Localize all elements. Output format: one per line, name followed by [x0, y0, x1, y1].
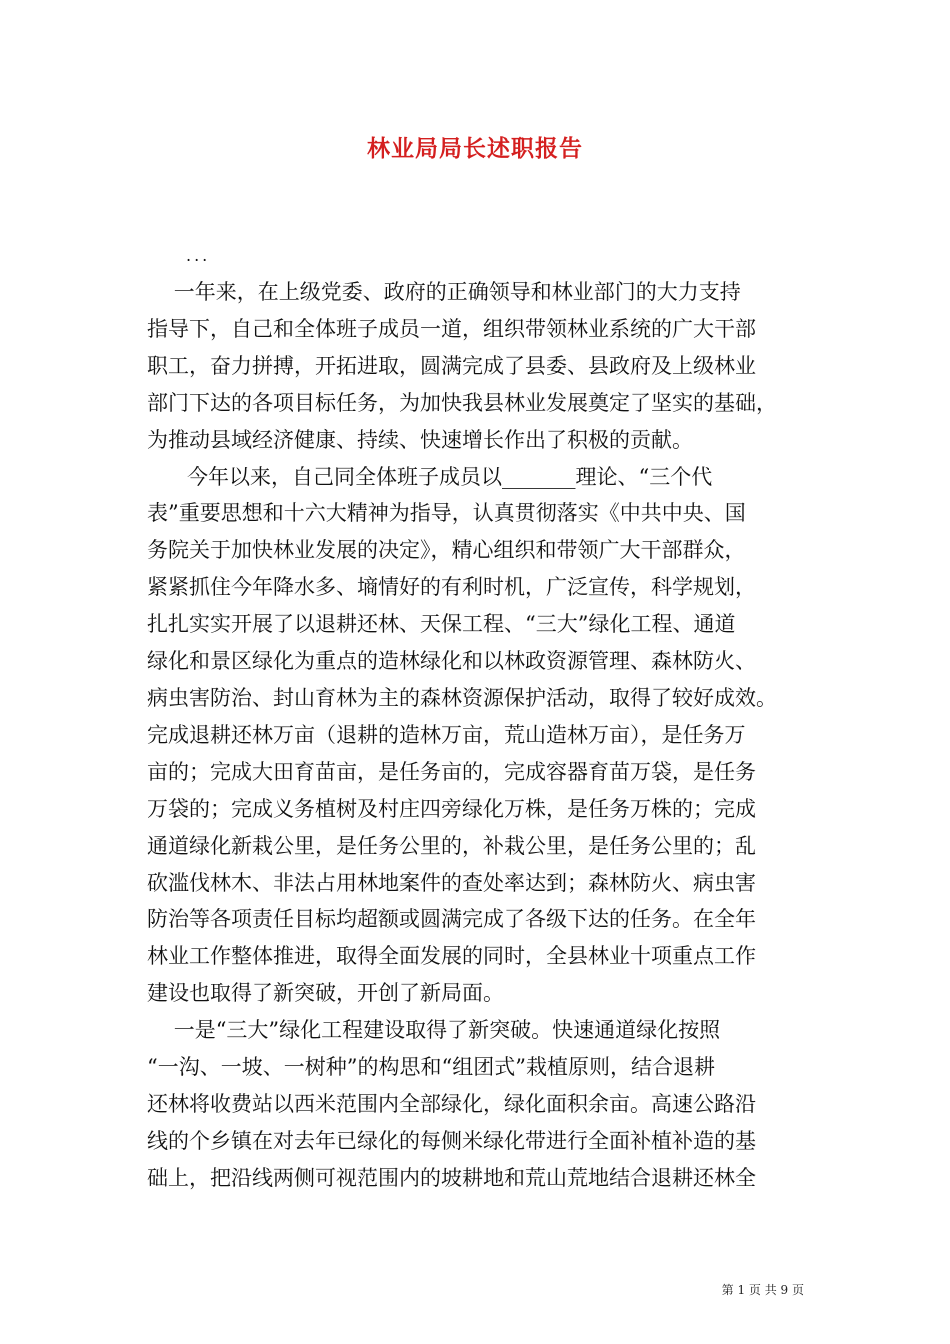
text-line: 防治等各项责任目标均超额或圆满完成了各级下达的任务。在全年 [147, 907, 756, 932]
text-line: 还林将收费站以西米范围内全部绿化，绿化面积余亩。高速公路沿 [147, 1091, 756, 1116]
text-line: 病虫害防治、封山育林为主的森林资源保护活动，取得了较好成效。 [147, 685, 777, 710]
text-line: 万袋的；完成义务植树及村庄四旁绿化万株，是任务万株的；完成 [147, 796, 756, 821]
paragraph-3 [147, 1012, 817, 1197]
text-line: 林业工作整体推进，取得全面发展的同时，全县林业十项重点工作 [147, 944, 756, 969]
text-line: “一沟、一坡、一树种”的构思和“组团式”栽植原则，结合退耕 [147, 1055, 715, 1080]
text-line: 砍滥伐林木、非法占用林地案件的查处率达到；森林防火、病虫害 [147, 870, 756, 895]
text-line: 指导下，自己和全体班子成员一道，组织带领林业系统的广大干部 [147, 316, 756, 341]
text-line: 一是“三大”绿化工程建设取得了新突破。快速通道绿化按照 [147, 1018, 721, 1043]
text-line: 部门下达的各项目标任务，为加快我县林业发展奠定了坚实的基础， [147, 390, 777, 415]
body-text [147, 274, 817, 1197]
text-line: 为推动县域经济健康、持续、快速增长作出了积极的贡献。 [147, 427, 693, 452]
document-title: 林业局局长述职报告 [367, 135, 583, 162]
text-line: 扎扎实实开展了以退耕还林、天保工程、“三大”绿化工程、通道 [147, 612, 736, 637]
text-line: 建设也取得了新突破，开创了新局面。 [147, 981, 504, 1006]
ellipsis-marker: ... [186, 246, 211, 265]
text-line: 础上，把沿线两侧可视范围内的坡耕地和荒山荒地结合退耕还林全 [147, 1165, 756, 1190]
text-line: 职工，奋力拼搏，开拓进取，圆满完成了县委、县政府及上级林业 [147, 353, 756, 378]
text-line: 线的个乡镇在对去年已绿化的每侧米绿化带进行全面补植补造的基 [147, 1128, 756, 1153]
text-line: 绿化和景区绿化为重点的造林绿化和以林政资源管理、森林防火、 [147, 649, 756, 674]
text-line: 完成退耕还林万亩（退耕的造林万亩，荒山造林万亩），是任务万 [147, 722, 746, 747]
text-line: 一年来，在上级党委、政府的正确领导和林业部门的大力支持 [147, 280, 741, 304]
text-line: 紧紧抓住今年降水多、墒情好的有利时机，广泛宣传，科学规划， [147, 575, 756, 600]
text-line: 今年以来，自己同全体班子成员以_______理论、“三个代 [147, 464, 713, 489]
text-line: 通道绿化新栽公里，是任务公里的，补栽公里，是任务公里的；乱 [147, 833, 756, 858]
paragraph-1 [147, 274, 817, 459]
text-line: 亩的；完成大田育苗亩，是任务亩的，完成容器育苗万袋，是任务 [147, 759, 756, 784]
paragraph-2 [147, 459, 817, 1013]
text-line: 表”重要思想和十六大精神为指导，认真贯彻落实《中共中央、国 [147, 501, 746, 526]
page-number: 第 1 页 共 9 页 [721, 1283, 804, 1297]
text-line: 务院关于加快林业发展的决定》，精心组织和带领广大干部群众， [147, 538, 746, 563]
